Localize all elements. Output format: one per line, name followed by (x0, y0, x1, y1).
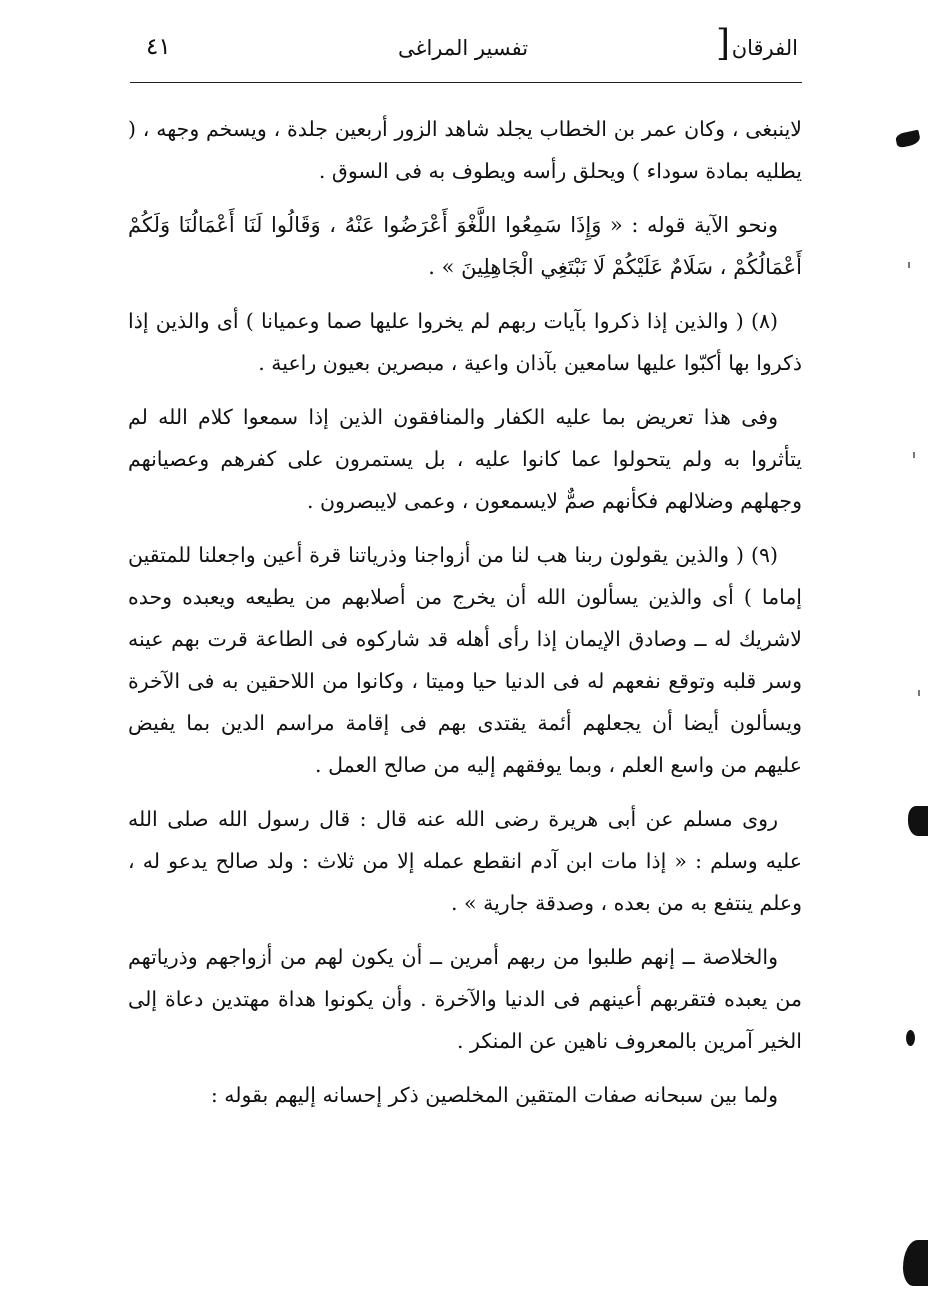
scan-speck (913, 452, 915, 458)
paragraph-6-hadith: روى مسلم عن أبى هريرة رضى الله عنه قال : قال رسول الله صلى الله عليه وسلم : « إذا مات ابن آدم انقطع عمله إلا من ثلاث : ولد صالح يدعو له ، وعلم ينتفع به من بعده ، وصدقة جارية » . (128, 807, 802, 915)
paragraph-2-quran-verse: ونحو الآية قوله : « وَإِذَا سَمِعُوا اللَّغْوَ أَعْرَضُوا عَنْهُ ، وَقَالُوا لَنَا أَعْمَالُنَا وَلَكُمْ أَعْمَالُكُمْ ، سَلَامٌ عَلَيْكُمْ لَا نَبْتَغِي الْجَاهِلِينَ » . (128, 213, 802, 279)
paragraph-8: ولما بين سبحانه صفات المتقين المخلصين ذكر إحسانه إليهم بقوله : (210, 1083, 778, 1107)
scan-blot (906, 1030, 915, 1046)
running-header (128, 23, 798, 82)
scan-blot (903, 1240, 928, 1286)
book-title: تفسير المراغى (397, 36, 529, 60)
paragraph-1: لاينبغى ، وكان عمر بن الخطاب يجلد شاهد الزور أربعين جلدة ، ويسخم وجهه ، ( يطليه بمادة سوداء ) ويحلق رأسه ويطوف به فى السوق . (128, 117, 802, 183)
header-bracket: ] (715, 23, 730, 64)
paragraph-5-verse-9: (٩) ( والذين يقولون ربنا هب لنا من أزواجنا وذرياتنا قرة أعين واجعلنا للمتقين إماما ) أى والذين يسألون الله أن يخرج من أصلابهم من يطيعه ويعبده وحده لاشريك له ــ وصادق الإيمان إذا رأى أهله قد شاركوه فى الطاعة قرت بهم عينه وسر قلبه وتوقع نفعهم له فى الدنيا حيا وميتا ، وكانوا من اللاحقين به فى الآخرة ويسألون أيضا أن يجعلهم أئمة يقتدى بهم فى إقامة مراسم الدين بما يفيض عليهم من واسع العلم ، وبما يوفقهم إليه من صالح العمل . (128, 543, 802, 777)
page-number: ٤١ (146, 34, 171, 60)
paragraph-3-verse-8: (٨) ( والذين إذا ذكروا بآيات ربهم لم يخروا عليها صما وعميانا ) أى والذين إذا ذكروا بها أكبّوا عليها سامعين بآذان واعية ، مبصرين بعيون راعية . (128, 309, 802, 375)
paragraph-4: وفى هذا تعريض بما عليه الكفار والمنافقون الذين إذا سمعوا كلام الله لم يتأثروا به ولم يتحولوا عما كانوا عليه ، بل يستمرون على كفرهم وعصيانهم وجهلهم وضلالهم فكأنهم صمٌّ لايسمعون ، وعمى لايبصرون . (128, 405, 802, 513)
scan-blot (895, 130, 921, 149)
scan-blot (908, 806, 928, 836)
scan-speck (918, 690, 920, 696)
scan-speck (908, 262, 910, 268)
header-rule (130, 82, 802, 83)
body-text (128, 108, 802, 1128)
paragraph-7-summary: والخلاصة ــ إنهم طلبوا من ربهم أمرين ــ أن يكون لهم من أزواجهم وذرياتهم من يعبده فتقربهم أعينهم فى الدنيا والآخرة . وأن يكونوا هداة مهتدين دعاة إلى الخير آمرين بالمعروف ناهين عن المنكر . (128, 945, 802, 1053)
surah-name: الفرقان (731, 36, 798, 60)
